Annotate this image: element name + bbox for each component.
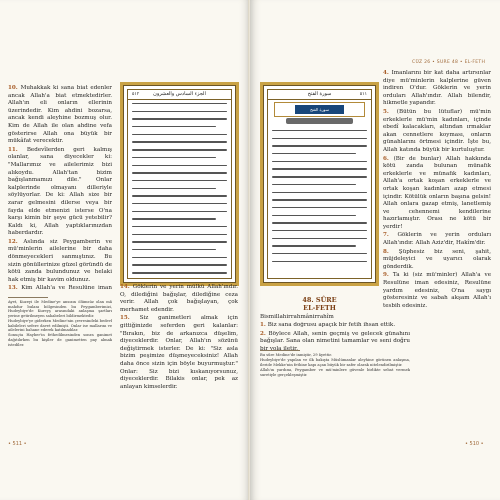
left-mushaf-header	[128, 90, 231, 100]
right-footnote-rule	[260, 350, 300, 351]
arabic-text-line	[272, 222, 367, 223]
right-running-head: CÜZ 26 • SURE 48 • EL-FETH	[412, 60, 486, 65]
left-footnote-rule	[8, 297, 48, 298]
verse-paragraph	[383, 70, 491, 108]
arabic-text-line	[132, 264, 227, 265]
left-page-lower-text	[120, 284, 238, 434]
footnote: Hudeybiye'ye giderken Medine'nin çevresindeki bedevî kabileleri sefere davet edilmişti. Onlar ise mallarını ve ailelerini bahane ederek katılmadılar.	[8, 318, 112, 333]
left-mushaf-panel	[120, 82, 239, 286]
surah-title-cartouche	[274, 102, 365, 117]
arabic-text-line	[272, 161, 367, 162]
arabic-text-line	[272, 245, 356, 246]
arabic-text-line	[132, 103, 227, 104]
footnote: Ayet, Kuzeyi ile Medine'ye ansızın ölümsüz olan mâ mahdur bulanı bölgesinden bu Peygamberimizi, Hudeybiye'de Kureyş arasındaki anlaşma şartları yerine getirilmeyen sahabeleri bildirmektedir.	[8, 300, 112, 318]
verse-paragraph	[8, 239, 112, 285]
left-mushaf-frame	[127, 89, 232, 279]
verse-number: 12.	[8, 238, 24, 245]
arabic-text-line	[132, 249, 216, 250]
surah-title-arabic: سورة الفتح	[295, 105, 344, 114]
left-mushaf-page-number: ٥١٢	[132, 92, 140, 97]
arabic-text-line	[272, 130, 367, 131]
footnote: Bu sûre Medine'de inmiştir, 29 âyettir.	[260, 353, 332, 357]
verse-paragraph	[8, 85, 112, 146]
verse-paragraph	[8, 147, 112, 238]
verse-number: 15.	[120, 315, 140, 322]
right-page-text-column	[383, 70, 491, 435]
right-mushaf-panel	[260, 82, 379, 286]
arabic-text-line	[272, 145, 367, 146]
arabic-text-line	[132, 218, 216, 219]
verse-text: Şüphesiz biz seni, şahit, müjdeleyici ve uyarıcı olarak gönderdik.	[383, 248, 491, 270]
arabic-text-line	[132, 134, 227, 135]
verse-number: 9.	[383, 272, 393, 279]
arabic-text-line	[132, 118, 227, 119]
verse-text: (Bir de bunlar) Allah hakkında kötü zanda bulunan münafık erkeklerle ve münafık kadınları, Allah'a ortak koşan erkeklerle ve ortak koşan kadınları azap etmesi içindir. Kötülük onların başına gelsin! Allah onlara gazap etmiş, lanetlemiş ve cehennemi kendilerine hazırlamıştır. Orası ne kötü bir yerdir!	[383, 155, 491, 230]
arabic-text-line	[132, 211, 227, 212]
arabic-text-line	[132, 241, 227, 242]
verse-paragraph	[383, 109, 491, 155]
verse-text: Aslında siz Peygamberin ve mü'minlerin ailelerine bir daha dönmeyecekleri sanmıştınız. Bu sizin gönüllerinize güzel göründü de kötü zanda bulundunuz ve helaki hak etmiş bir kavim oldunuz.	[8, 238, 112, 283]
left-mushaf-juz-label: الجزء السادس والعشرون	[153, 91, 206, 97]
footnote: Sonuçta Hayber'in fethedilmesinden sonra ganimet dağıtılırken bu kişiler de ganimetten pay almak istediler.	[8, 333, 112, 347]
arabic-text-line	[132, 149, 227, 150]
arabic-text-line	[272, 238, 367, 239]
arabic-text-line	[132, 257, 227, 258]
arabic-text-line	[272, 184, 356, 185]
verse-paragraph	[383, 232, 491, 247]
arabic-text-line	[272, 176, 367, 177]
arabic-text-line	[132, 165, 227, 166]
verse-paragraph	[383, 249, 491, 272]
right-mushaf-frame	[267, 89, 372, 279]
arabic-text-line	[272, 168, 367, 169]
right-mushaf-arabic-text	[272, 130, 367, 274]
surah-heading	[260, 296, 379, 312]
right-mushaf-surah-label: سورة الفتح	[307, 91, 332, 97]
arabic-text-line	[132, 226, 227, 227]
verse-text: Biz sana doğrusu apaçık bir fetih ihsan ettik.	[267, 322, 396, 328]
arabic-text-line	[132, 195, 227, 196]
verse-text: Ta ki (siz mü'minler) Allah'a ve Resulüne iman edesiniz, Resulüne yardım edesiniz, O'na saygı gösteresiniz ve sabah akşam Allah'ı tesbih edesiniz.	[383, 272, 491, 309]
footnote: Hudeybiye'de yapılan ve ilk bakışta Müslümanlar aleyhine görünen anlaşma, ileride Mekke'nin fethine kapı açan büyük bir zafer olarak nitelendirilmiştir.	[260, 358, 410, 367]
arabic-text-line	[272, 253, 367, 254]
verse-number: 7.	[383, 232, 398, 239]
verse-text: Bedevîlerden geri kalmış olanlar, sana diyecekler ki: "Mallarımız ve ailelerimiz bizi alıkoydu. Allah'tan bizim bağışlanmamızı dile." Onlar kalplerinde olmayanı dilleriyle söylüyorlar. De ki: Allah size bir zarar gelmesini dilerse veya bir fayda elde etmenizi isterse O'na karşı kimin bir şeye gücü yetebilir? Kaldı ki, Allah yaptıklarınızdan haberdardır.	[8, 146, 112, 237]
verse-text: Siz ganimetleri almak için gittiğinizde seferden geri kalanlar: "Bırakın, biz de arkanızca düşelim, diyeceklerdir. Onlar, Allah'ın sözünü değiştirmek isterler. De ki: "Siz asla bizim peşimize düşmeyeceksiniz! Allah daha önce sizin için böyle buyurmuştur." Onlar: Siz bizi kıskanıyorsunuz, diyeceklerdir. Bilakis onlar, pek az anlayan kimselerdir.	[120, 315, 238, 390]
arabic-text-line	[132, 272, 227, 273]
verse-text: Göklerin ve yerin orduları Allah'ındır. Allah Aziz'dir, Hakîm'dir.	[383, 232, 491, 247]
verse-paragraph	[120, 284, 238, 314]
verse-number: 10.	[8, 85, 21, 91]
left-mushaf-arabic-text	[132, 103, 227, 274]
arabic-text-line	[132, 172, 227, 173]
verse-text: Göklerin ve yerin mülkü Allah'ındır. O, dilediğini bağışlar, dilediğine ceza verir. Allah çok bağışlayan, çok merhamet edendir.	[120, 284, 238, 313]
verse-number: 2.	[260, 330, 269, 337]
arabic-text-line	[132, 234, 227, 235]
arabic-text-line	[272, 138, 367, 139]
verse-paragraph	[383, 156, 491, 232]
arabic-text-line	[272, 261, 367, 262]
surah-number-title: 48. SÛRE	[302, 296, 337, 304]
verse-paragraph	[383, 272, 491, 310]
arabic-text-line	[272, 199, 367, 200]
arabic-text-line	[272, 230, 367, 231]
arabic-text-line	[132, 126, 216, 127]
right-page	[250, 0, 500, 500]
surah-name-title: EL-FETH	[303, 304, 336, 312]
right-mushaf-page-number: ٥١١	[359, 92, 367, 97]
arabic-text-line	[132, 203, 227, 204]
left-page-text-column	[8, 85, 112, 290]
verse-number: 13.	[8, 285, 22, 290]
arabic-text-line	[132, 157, 216, 158]
basmala-text: Bismillahirrahmânirrahîm	[260, 314, 334, 320]
verse-text: Kim Allah'a ve Resulüne iman	[21, 285, 112, 290]
verse-text: Böylece Allah, senin geçmiş ve gelecek günahını bağışlar. Sana olan nimetini tamamlar ve seni doğru bir yola iletir.	[260, 330, 410, 350]
right-page-folio: • 510 •	[465, 441, 484, 447]
verse-text: Muhakkak ki sana biat edenler ancak Allah'a biat etmektedirler. Allah'ın eli onların ellerinin üzerindedir. Kim ahdini bozarsa, ancak kendi aleyhine bozmuş olur. Kim de Allah ile olan ahdine vefa gösterirse Allah ona büyük bir mükâfat verecektir.	[8, 85, 112, 145]
left-page-folio: • 511 •	[8, 441, 27, 447]
arabic-text-line	[272, 207, 367, 208]
verse-number: 8.	[383, 248, 399, 255]
arabic-text-line	[132, 188, 216, 189]
verse-number: 6.	[383, 155, 394, 162]
verse-number: 14.	[120, 284, 133, 290]
footnote: Allah'ın yardımı, Peygamber ve mü'minlere güvenle birlikte sebat vermek suretiyle gerçekleşmiştir.	[260, 367, 410, 377]
verse-number: 5.	[383, 108, 397, 115]
right-mushaf-header	[268, 90, 371, 100]
basmala-arabic	[286, 118, 353, 124]
arabic-text-line	[132, 141, 227, 142]
verse-number: 4.	[383, 70, 392, 76]
arabic-text-line	[132, 111, 227, 112]
verse-number: 11.	[8, 146, 27, 153]
arabic-text-line	[272, 192, 367, 193]
left-page-footnotes	[8, 300, 112, 435]
arabic-text-line	[132, 180, 227, 181]
verse-paragraph	[120, 315, 238, 391]
arabic-text-line	[272, 215, 356, 216]
arabic-text-line	[272, 153, 356, 154]
verse-text: İmanlarını bir kat daha artırsınlar diye mü'minlerin kalplerine güven indiren O'dur. Göklerin ve yerin orduları Allah'ındır. Allah bilendir, hikmetle yapandır.	[383, 70, 491, 107]
verse-number: 1.	[260, 322, 268, 328]
verse-paragraph	[8, 285, 112, 290]
verse-text: (Bütün bu lütuflar) mü'min erkeklerle mü'min kadınları, içinde ebedî kalacakları, altından ırmaklar akan cennetlere koyması, onların günahlarını örtmesi içindir. İşte bu, Allah katında büyük bir kurtuluştur.	[383, 108, 491, 153]
